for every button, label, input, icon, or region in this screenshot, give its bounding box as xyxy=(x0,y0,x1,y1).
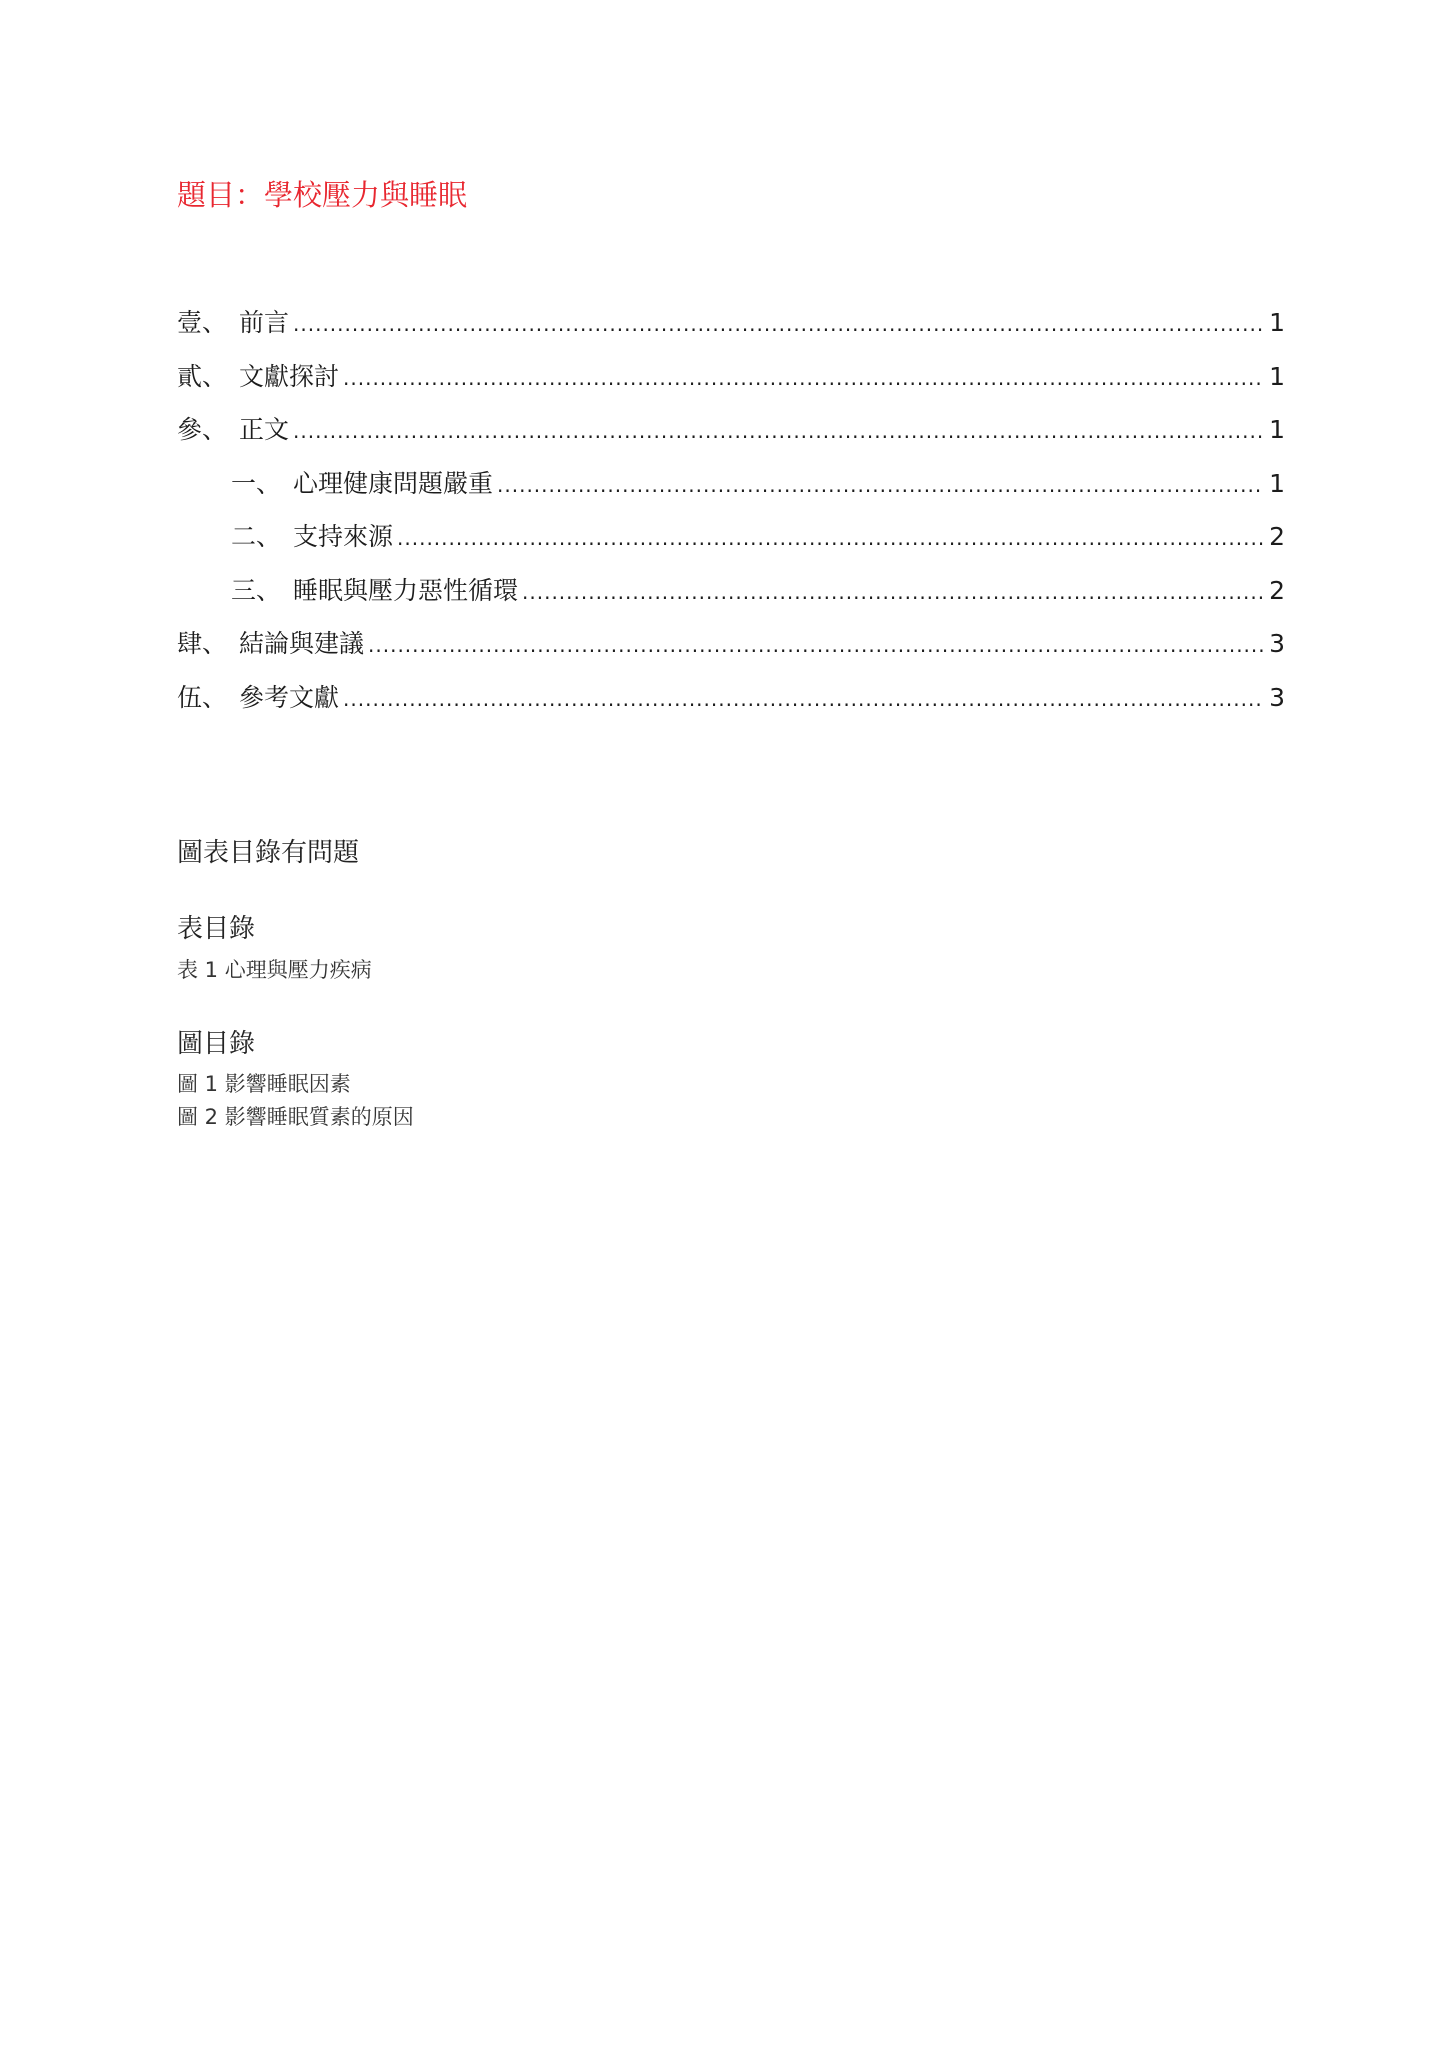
toc-subentry[interactable] xyxy=(177,464,1285,518)
table-of-contents xyxy=(177,303,1285,731)
lists-note: 圖表目錄有問題 xyxy=(177,838,360,868)
toc-entry-page: 2 xyxy=(1269,522,1285,551)
toc-entry-label: 支持來源 xyxy=(293,522,394,551)
toc-entry[interactable] xyxy=(177,410,1285,464)
toc-entry-page: 3 xyxy=(1269,629,1285,658)
toc-entry-number: 伍、 xyxy=(177,682,228,712)
toc-entry-page: 1 xyxy=(1269,415,1285,444)
figure-list-item[interactable]: 圖 2 影響睡眠質素的原因 xyxy=(177,1105,414,1129)
toc-entry-number: 一、 xyxy=(231,468,282,498)
toc-dot-leader xyxy=(497,473,1263,497)
toc-dot-leader xyxy=(368,633,1263,657)
toc-entry-number: 肆、 xyxy=(177,629,228,658)
toc-entry-page: 1 xyxy=(1269,361,1285,391)
toc-dot-leader xyxy=(397,526,1263,550)
toc-entry[interactable] xyxy=(177,303,1285,357)
toc-dot-leader xyxy=(293,312,1263,336)
toc-entry-number: 參、 xyxy=(177,415,228,444)
toc-entry-number: 三、 xyxy=(231,575,282,605)
toc-entry-page: 3 xyxy=(1269,682,1285,712)
toc-dot-leader xyxy=(343,687,1263,711)
toc-entry-number: 壹、 xyxy=(177,308,228,337)
toc-entry[interactable] xyxy=(177,678,1285,732)
table-list-heading: 表目錄 xyxy=(177,914,256,944)
document-title: 題目：學校壓力與睡眠 xyxy=(177,178,468,212)
toc-entry-page: 2 xyxy=(1269,575,1285,605)
toc-entry-label: 參考文獻 xyxy=(239,682,340,712)
toc-subentry[interactable] xyxy=(177,517,1285,571)
toc-entry-label: 睡眠與壓力惡性循環 xyxy=(293,575,519,605)
toc-entry[interactable] xyxy=(177,624,1285,678)
toc-subentry[interactable] xyxy=(177,571,1285,625)
toc-dot-leader xyxy=(522,580,1263,604)
toc-entry-page: 1 xyxy=(1269,308,1285,337)
toc-entry[interactable] xyxy=(177,357,1285,411)
toc-dot-leader xyxy=(343,366,1263,390)
toc-entry-label: 文獻探討 xyxy=(239,361,340,391)
toc-dot-leader xyxy=(293,419,1263,443)
toc-entry-label: 結論與建議 xyxy=(239,629,365,658)
toc-entry-label: 前言 xyxy=(239,308,290,337)
toc-entry-label: 心理健康問題嚴重 xyxy=(293,468,494,498)
toc-entry-label: 正文 xyxy=(239,415,290,444)
figure-list-heading: 圖目錄 xyxy=(177,1029,256,1059)
figure-list-item[interactable]: 圖 1 影響睡眠因素 xyxy=(177,1072,351,1096)
table-list-item[interactable]: 表 1 心理與壓力疾病 xyxy=(177,958,372,982)
toc-entry-page: 1 xyxy=(1269,468,1285,498)
toc-entry-number: 二、 xyxy=(231,522,282,551)
toc-entry-number: 貳、 xyxy=(177,361,228,391)
